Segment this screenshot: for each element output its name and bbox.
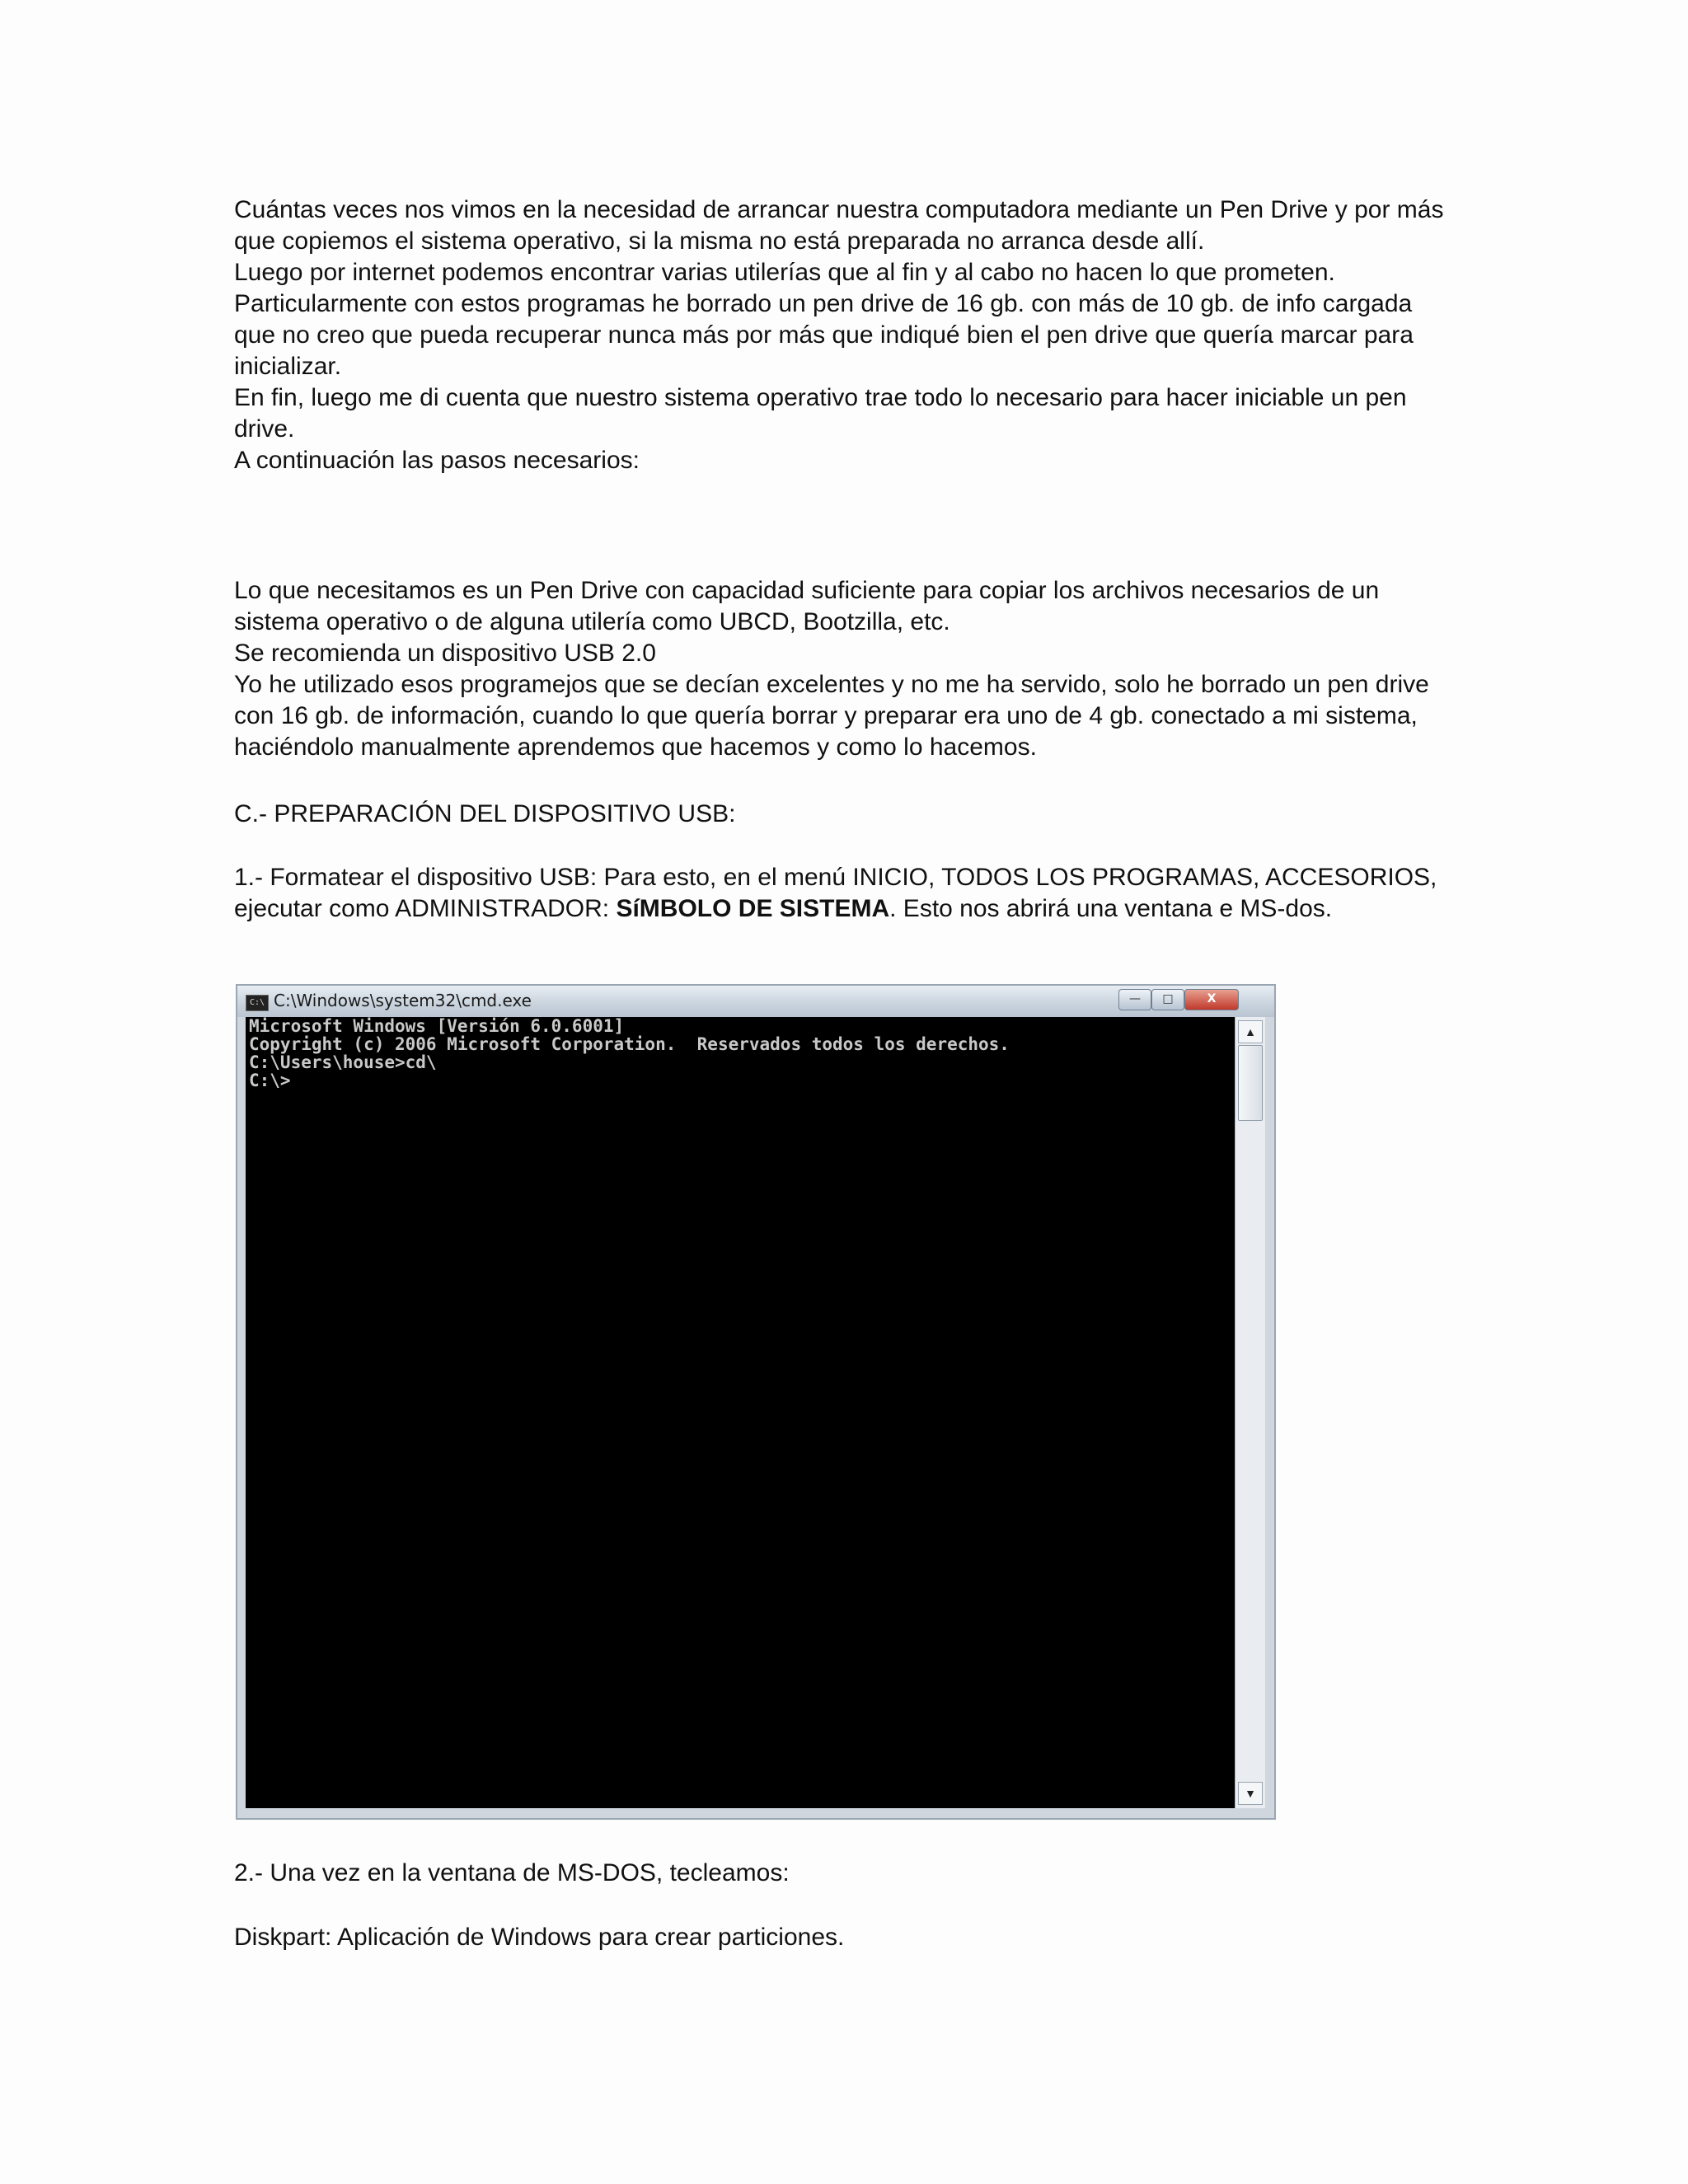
close-button[interactable]: X [1184,989,1239,1010]
scroll-up-arrow-icon[interactable]: ▲ [1238,1020,1263,1043]
console-line: C:\> [249,1071,291,1090]
step-1-paragraph [234,862,1454,925]
requirements-paragraph: Lo que necesitamos es un Pen Drive con capacidad suficiente para copiar los archivos necesarios de un sistema operativo o de alguna utilería como UBCD, Bootzilla, etc. Se recomienda un dispositivo USB 2.0 Yo he utilizado esos programejos que se decían excelentes y no me ha servido, solo he borrado un pen drive con 16 gb. de información, cuando lo que quería borrar y preparar era uno de 4 gb. conectado a mi sistema, haciéndolo manualmente aprendemos que hacemos y como lo hacemos. [234,577,1429,761]
cmd-window-title: C:\Windows\system32\cmd.exe [274,991,532,1010]
diskpart-paragraph: Diskpart: Aplicación de Windows para crear particiones. [234,1924,845,1951]
step-1-text-end: . Esto nos abrirá una ventana e MS-dos. [889,895,1333,922]
step-1-text: 1.- Formatear el dispositivo USB: Para esto, en el menú INICIO, TODOS LOS PROGRAMAS, ACCESORIOS, ejecutar como ADMINISTRADOR: [234,864,1444,922]
section-heading: C.- PREPARACIÓN DEL DISPOSITIVO USB: [234,800,736,827]
console-line: C:\Users\house>cd\ [249,1052,437,1072]
console-line: Microsoft Windows [Versión 6.0.6001] [249,1017,625,1036]
cmd-app-icon: C:\ [246,995,269,1011]
intro-paragraph: Cuántas veces nos vimos en la necesidad de arrancar nuestra computadora mediante un Pen Drive y por más que copiemos el sistema operativo, si la misma no está preparada no arranca desde allí. Luego por internet podemos encontrar varias utilerías que al fin y al cabo no hacen lo que prometen. Particularmente con estos programas he borrado un pen drive de 16 gb. con más de 10 gb. de info cargada que no creo que pueda recuperar nunca más por más que indiqué bien el pen drive que quería marcar para inicializar. En fin, luego me di cuenta que nuestro sistema operativo trae todo lo necesario para hacer iniciable un pen drive. A continuación las pasos necesarios: [234,196,1444,474]
step-1-bold-text: SíMBOLO DE SISTEMA [616,895,890,922]
scroll-down-arrow-icon[interactable]: ▼ [1238,1782,1263,1805]
maximize-button[interactable]: □ [1151,989,1184,1010]
step-2-paragraph: 2.- Una vez en la ventana de MS-DOS, tecleamos: [234,1859,790,1886]
cmd-console[interactable] [246,1017,1235,1808]
vertical-scrollbar[interactable] [1235,1017,1265,1808]
scrollbar-thumb[interactable] [1238,1045,1263,1121]
cmd-titlebar [237,986,1274,1017]
minimize-button[interactable]: — [1118,989,1151,1010]
console-line: Copyright (c) 2006 Microsoft Corporation. Reservados todos los derechos. [249,1034,1010,1054]
cmd-window-screenshot [237,986,1274,1818]
